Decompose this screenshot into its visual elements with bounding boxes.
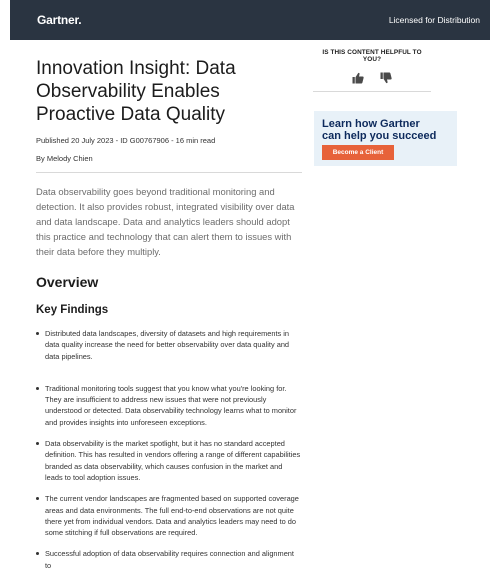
divider bbox=[36, 172, 302, 173]
overview-heading: Overview bbox=[36, 274, 99, 290]
article-summary: Data observability goes beyond traditional monitoring and detection. It also provides robust, integrated visibility over data and data landscape. Data and analytics leaders should adopt this practice and technology that can alert them to issues with their data before they multiply. bbox=[36, 186, 295, 257]
key-findings-list bbox=[36, 328, 302, 571]
promo-banner bbox=[314, 111, 457, 166]
article-meta: Published 20 July 2023 - ID G00767906 - 16 min read bbox=[36, 136, 216, 145]
divider bbox=[313, 91, 431, 92]
license-label: Licensed for Distribution bbox=[388, 15, 480, 25]
become-a-client-button[interactable]: Become a Client bbox=[322, 145, 394, 160]
helpful-question: IS THIS CONTENT HELPFUL TO YOU? bbox=[322, 49, 422, 63]
top-header-bar bbox=[10, 0, 490, 40]
promo-heading: Learn how Gartner can help you succeed bbox=[322, 118, 437, 142]
list-item: Distributed data landscapes, diversity of datasets and high requirements in data quality increase the need for better observability over data quality and data pipelines. bbox=[36, 328, 302, 362]
feedback-widget bbox=[313, 49, 431, 92]
article-author: By Melody Chien bbox=[36, 154, 93, 163]
article-content bbox=[36, 57, 302, 581]
key-findings-heading: Key Findings bbox=[36, 304, 109, 316]
feedback-buttons bbox=[313, 72, 431, 84]
list-item: Successful adoption of data observability requires connection and alignment to bbox=[36, 548, 302, 571]
list-item: Traditional monitoring tools suggest that you know what you're looking for. They are insufficient to address new issues that were not previously understood or detected. Data observability technology learns what to monitor and provides insights into unforeseen exceptions. bbox=[36, 383, 302, 428]
list-item: Data observability is the market spotlight, but it has no standard accepted definition. This has resulted in vendors offering a range of different capabilities branded as data observability, which causes confusion in the market and leads to tool adoption issues. bbox=[36, 438, 302, 483]
page-title: Innovation Insight: Data Observability Enables Proactive Data Quality bbox=[36, 58, 236, 125]
thumbs-down-icon[interactable] bbox=[380, 72, 392, 84]
gartner-logo[interactable]: Gartner. bbox=[37, 13, 82, 27]
list-item: The current vendor landscapes are fragmented based on supported coverage areas and data environments. The full end-to-end observations are not quite there yet from individual vendors. Data and analytics leaders may need to do some stitching if full observations are required. bbox=[36, 493, 302, 538]
thumbs-up-icon[interactable] bbox=[352, 72, 364, 84]
